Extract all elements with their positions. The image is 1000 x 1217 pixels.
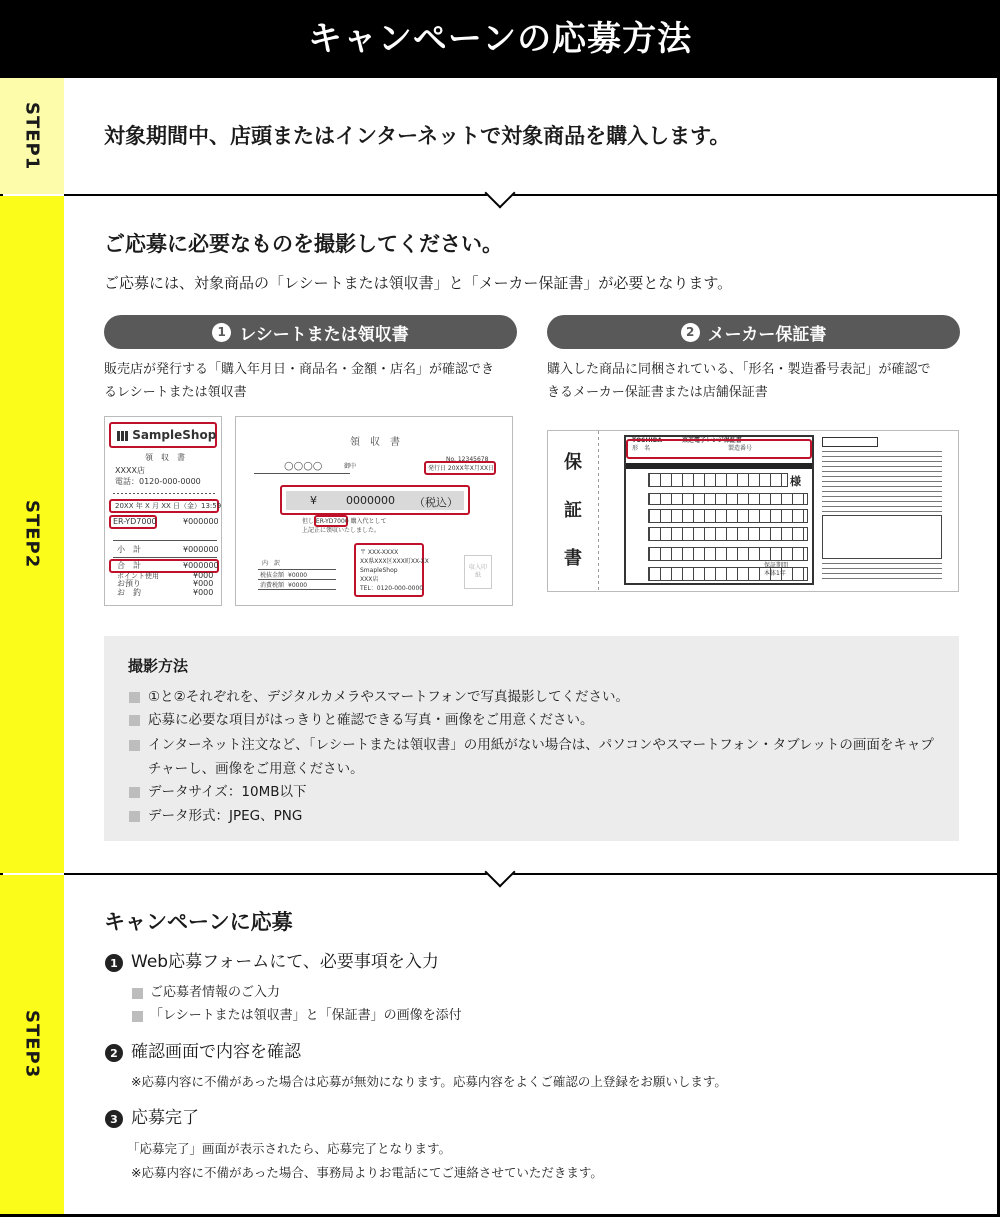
step3-label: STEP3: [21, 1010, 43, 1079]
item1-number: 1: [212, 323, 231, 342]
invoice-note2: 上記正に領収いたしました。: [302, 527, 381, 534]
invoice-row1-value: ¥0000: [288, 572, 308, 579]
step1-label-bar: [0, 78, 64, 194]
bullet-square: [129, 692, 140, 703]
sub3-note-2: ※応募内容に不備があった場合、事務局よりお電話にてご連絡させていただきます。: [131, 1165, 603, 1180]
warranty-brand: TOSHIBA: [632, 437, 662, 444]
invoice-addr1: 〒 XXX-XXXX: [360, 549, 399, 556]
photo-method-title: 撮影方法: [128, 657, 189, 675]
warranty-model-label: 形 名: [632, 445, 651, 452]
method-item-3: インターネット注文など、「レシートまたは領収書」の用紙がない場合は、パソコンやスマートフォン・タブレットの画面をキャプ: [148, 737, 934, 753]
step3-heading: キャンペーンに応募: [104, 910, 293, 934]
item1-desc-line2: るレシートまたは領収書: [104, 385, 247, 400]
receipt-store: XXXX店: [115, 466, 145, 475]
receipt-model: ER-YD7000: [113, 517, 157, 526]
step2-label: STEP2: [21, 500, 43, 569]
method-item-5: データ形式：JPEG、PNG: [148, 808, 303, 824]
item2-desc-line2: きるメーカー保証書または店舗保証書: [547, 385, 768, 400]
receipt-tel: 電話：0120-000-0000: [115, 477, 201, 486]
invoice-addr2: XX県XXX区XXX町XX-XX: [360, 558, 429, 565]
receipt-image: [104, 416, 222, 606]
receipt-subtotal: ¥000000: [183, 545, 219, 554]
step1-label: STEP1: [21, 101, 43, 171]
warranty-model-highlight: [626, 439, 812, 459]
bullet-square: [129, 715, 140, 726]
sub3-note-1: 「応募完了」画面が表示されたら、応募完了となります。: [127, 1141, 452, 1156]
receipt-heading: 領 収 書: [145, 453, 185, 462]
invoice-title: 領 収 書: [350, 437, 400, 448]
receipt-total: ¥000000: [183, 561, 219, 570]
invoice-recipient: ○○○○: [284, 459, 323, 472]
warranty-image: [547, 430, 959, 592]
invoice-amount: 0000000: [346, 494, 395, 507]
divider-2: [64, 873, 1000, 875]
receipt-price: ¥000000: [183, 517, 219, 526]
warranty-period-label: 保証期間: [764, 562, 789, 569]
invoice-stamp: 収入印紙: [464, 555, 492, 589]
sub1-title: Web応募フォームにて、必要事項を入力: [131, 952, 439, 972]
bullet-square: [129, 811, 140, 822]
bullet-square: [129, 787, 140, 798]
step1-text: 対象期間中、店頭またはインターネットで対象商品を購入します。: [104, 124, 731, 148]
invoice-row1-label: 税抜金額: [260, 572, 285, 579]
invoice-tax: （税込）: [414, 496, 458, 509]
warranty-period-value: 本体1年: [764, 570, 786, 577]
step3-label-bar: [0, 875, 64, 1214]
step2-heading: ご応募に必要なものを撮影してください。: [104, 232, 503, 256]
sub1-item-1: ご応募者情報のご入力: [150, 985, 281, 1000]
warranty-terms: [820, 435, 946, 585]
sub1-item-2: 「レシートまたは領収書」と「保証書」の画像を添付: [150, 1008, 462, 1023]
warranty-doc-title: 東芝電子レンジ保証書: [682, 437, 742, 444]
receipt-change: ¥000: [193, 588, 214, 597]
invoice-breakdown-label: 内 訳: [262, 560, 281, 567]
receipt-subtotal-label: 小 計: [117, 545, 141, 554]
method-item-1: ①と②それぞれを、デジタルカメラやスマートフォンで写真撮影してください。: [148, 689, 630, 705]
invoice-row2-value: ¥0000: [288, 582, 308, 589]
method-item-2: 応募に必要な項目がはっきりと確認できる写真・画像をご用意ください。: [148, 712, 594, 728]
item2-number: 2: [681, 323, 700, 342]
step2-intro: ご応募には、対象商品の「レシートまたは領収書」と「メーカー保証書」が必要となります。: [104, 274, 733, 292]
invoice-note: 但し ER-YD7000 購入代として: [302, 518, 387, 525]
item2-title: メーカー保証書: [707, 324, 827, 345]
barcode-icon: [117, 431, 128, 441]
receipt-paid-label: お預り: [117, 579, 141, 588]
receipt-date: 20XX 年 X 月 XX 日（金）13:59: [115, 502, 222, 510]
receipt-points: ¥000: [193, 571, 214, 580]
invoice-date: 発行日 20XX年X月XX日: [428, 465, 495, 472]
invoice-addr4: XXX店: [360, 576, 379, 583]
divider-1: [64, 194, 1000, 196]
item2-desc-line1: 購入した商品に同梱されている、「形名・製造番号表記」が確認で: [547, 362, 931, 377]
warranty-customer-suffix: 様: [790, 475, 801, 488]
bullet-square: [129, 740, 140, 751]
receipt-points-label: ポイント使用: [117, 572, 159, 580]
bullet-square: [132, 988, 143, 999]
sub2-number: 2: [105, 1044, 123, 1062]
item1-title: レシートまたは領収書: [239, 324, 409, 345]
sub3-number: 3: [105, 1110, 123, 1128]
invoice-image: [235, 416, 513, 606]
invoice-number: No. 12345678: [446, 456, 489, 463]
method-item-3-cont: チャーし、画像をご用意ください。: [148, 761, 364, 777]
receipt-paid: ¥000: [193, 579, 214, 588]
step2-label-bar: [0, 196, 64, 873]
sub2-title: 確認画面で内容を確認: [131, 1042, 301, 1062]
bullet-square: [132, 1011, 143, 1022]
warranty-serial-label: 製造番号: [728, 445, 753, 452]
sub3-title: 応募完了: [131, 1108, 199, 1128]
invoice-honorific: 御中: [344, 463, 357, 470]
warranty-label: 保 証 書: [561, 452, 582, 572]
sub1-number: 1: [105, 954, 123, 972]
method-item-4: データサイズ：10MB以下: [148, 784, 307, 800]
invoice-addr5: TEL：0120-000-0000: [360, 585, 424, 592]
item1-title-pill: [104, 315, 517, 349]
invoice-addr3: SmapleShop: [360, 567, 398, 574]
invoice-yen: ¥: [310, 494, 317, 507]
invoice-row2-label: 消費税額: [260, 582, 285, 589]
sub2-note: ※応募内容に不備があった場合は応募が無効になります。応募内容をよくご確認の上登録をお願いします。: [131, 1074, 727, 1089]
receipt-total-label: 合 計: [117, 561, 141, 570]
invoice-amount-field: [286, 491, 464, 510]
item1-desc-line1: 販売店が発行する「購入年月日・商品名・金額・店名」が確認でき: [104, 362, 495, 377]
page-title: キャンペーンの応募方法: [0, 0, 1000, 78]
receipt-shop-name: SampleShop: [132, 428, 217, 442]
item2-title-pill: [547, 315, 960, 349]
receipt-change-label: お 釣: [117, 588, 141, 597]
